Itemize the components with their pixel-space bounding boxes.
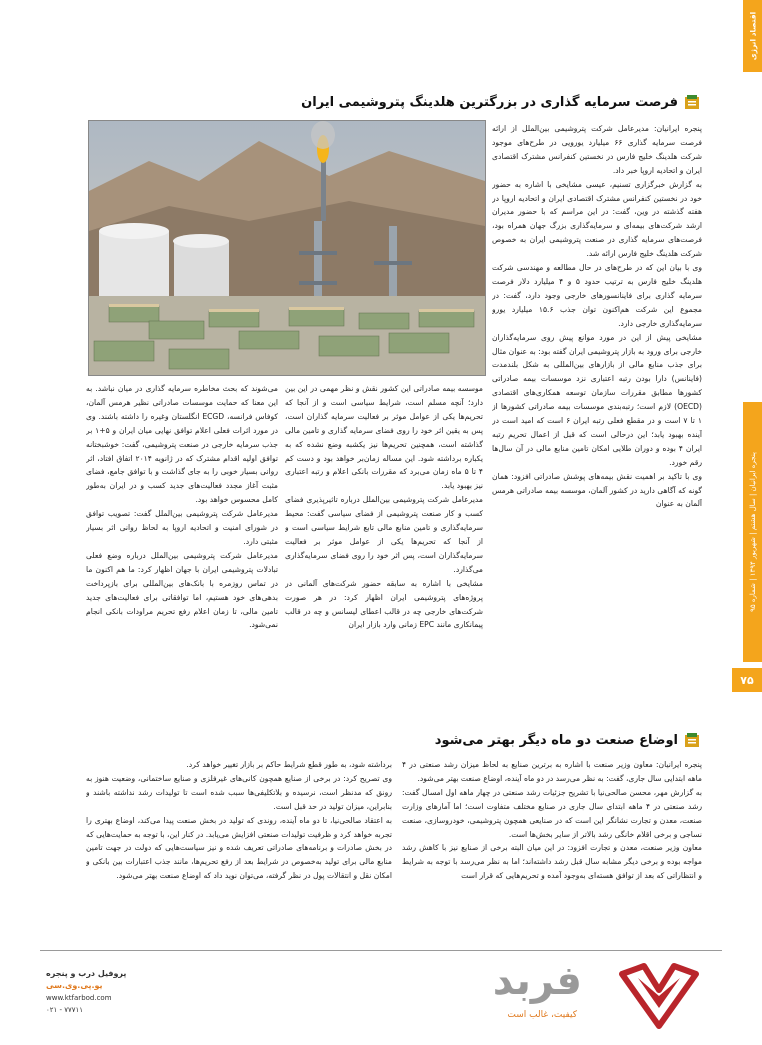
article2-paragraph: پنجره ایرانیان: معاون وزیر صنعت با اشاره به برترین صنایع به لحاظ میزان رشد صنعتی در ۴ ماهه ابتدایی سال جاری، گفت: به نظر می‌رسد در دو ماه آینده، اوضاع صنعت بهتر می‌شود. (402, 760, 702, 783)
newspaper-badge-icon (684, 94, 700, 110)
article1-paragraph: وی با بیان این که در طرح‌های در حال مطالعه و مهندسی شرکت هلدینگ خلیج فارس به ترتیب حدود ۵ و ۴ میلیارد دلار فرصت سرمایه گذاری برای فاینانسورهای خارجی وجود دارد، گفت: در مجموع این شرکت هم‌اکنون توان جذب ۱۵.۶ میلیارد یورو سرمایه‌گذاری خارجی دارد. (492, 263, 702, 328)
article1-title: فرصت سرمایه گذاری در بزرگترین هلدینگ پتروشیمی ایران (301, 94, 678, 110)
page-number (732, 668, 762, 692)
article1-paragraph: مشایخی با اشاره به سابقه حضور شرکت‌های آلمانی در پروژه‌های پتروشیمی ایران اظهار کرد: در هر صورت شرکت‌های خارجی چه در قالب اعطای لیسانس و چه در قالب پیمانکاری مانند EPC زمانی وارد بازار ایران (285, 578, 483, 630)
article1-column-middle (285, 382, 483, 718)
article1-paragraph: مدیرعامل شرکت پتروشیمی بین‌الملل درباره وضع فعلی تبادلات پتروشیمی ایران با جهان اظهار کرد: ما هم اکنون ما در تماس روزمره با بانک‌های بین‌المللی برای بازپرداخت بدهی‌های خود هستیم، اما توافقاتی برای فعالیت‌های جدید تامین مالی، تا زمان اعلام رفع تحریم مراودات بانکی انجام نمی‌شود. (86, 550, 278, 630)
article1-column-left (86, 382, 278, 718)
article1-column-right (492, 122, 702, 718)
article2-paragraph: به اعتقاد صالحی‌نیا، تا دو ماه آینده، روندی که تولید در بخش صنعت پیدا می‌کند، اوضاع بهتری را تجربه خواهد کرد و ظرفیت تولیدات صنعتی افزایش می‌یابد. در کنار این، با توجه به حمایت‌هایی که در بخش صادرات و برنامه‌های صادراتی تعریف شده و نیز سیاست‌هایی که دولت در جهت تامین منابع مالی برای تولید به‌خصوص در شرایط بعد از رفع تحریم‌ها، مانند جذب اعتبارات بین بانکی و امکان نقل و انتقالات پول در نظر گرفته، می‌توان نوید داد که اوضاع صنعت بهتر می‌شود. (86, 815, 392, 881)
contact-block (46, 968, 166, 1016)
article1-headline (290, 94, 700, 110)
article2-title: اوضاع صنعت دو ماه دیگر بهتر می‌شود (434, 732, 678, 748)
article1-paragraph: مدیرعامل شرکت پتروشیمی بین‌الملل درباره تاثیرپذیری فضای کسب و کار صنعت پتروشیمی از فضای سیاسی گفت: محیط سرمایه‌گذاری و تامین منابع مالی تابع شرایط سیاسی است و از آنجا که تحریم‌ها یکی از عوامل موثر بر فعالیت سرمایه‌گذاران است، پس اثر خود را روی فضای سرمایه‌گذاری می‌گذارد. (285, 495, 483, 574)
brand-emblem-icon (614, 960, 704, 1030)
article2-paragraph: وی تصریح کرد: در برخی از صنایع همچون کانی‌های غیرفلزی و صنایع ساختمانی، وضعیت هنوز به رونق که مدنظر است، نرسیده و بلاتکلیفی‌ها سبب شده است تا تولیدات رشد نداشته باشند و بنابراین، میزان تولید در حد قبل است. (86, 773, 392, 811)
folio-strip (743, 402, 762, 662)
product-line-1: پروفیل درب و پنجره (46, 969, 127, 978)
folio-text: پنجره ایرانیان | سال هشتم | شهریور ۱۳۹۴ | شماره ۹۵ (748, 452, 757, 612)
article1-paragraph: مدیرعامل شرکت پتروشیمی بین‌الملل گفت: تصویب توافق در شورای امنیت و اتحادیه اروپا به لحاظ روانی اثر بسیار مثبتی دارد. (86, 509, 278, 546)
newspaper-badge-icon (684, 732, 700, 748)
article1-paragraph: موسسه بیمه صادراتی این کشور نقش و نظر مهمی در این بین دارد؛ آنچه مسلم است، شرایط سیاسی است و از آنجا که تحریم‌ها یکی از عوامل موثر بر فعالیت سرمایه گذاران است، پس به یقین اثر خود را روی فضای سرمایه گذاری و تامین مالی گذاشته است، همچنین تحریم‌ها نیز یکشبه وضع نشده که به یکباره برداشته شود. این مساله زمان‌بر خواهد بود و دست کم ۴ تا ۵ ماه زمان می‌برد که مقررات بانکی اعلام و رتبه اعتباری نیز بهبود یابد. (285, 384, 483, 491)
brand-slogan: کیفیت، غالب است (507, 1010, 577, 1020)
article1-paragraph: مشایخی پیش از این در مورد موانع پیش روی سرمایه‌گذاران خارجی برای ورود به بازار پتروشیمی ایران گفته بود: به عنوان مثال برای جذب منابع مالی از بازارهای بین‌المللی به شکل بلندمدت (فاینانس) دارا بودن رتبه اعتباری نزد موسسات بیمه صادراتی کشورها مطابق مقررات سازمان توسعه همکاری‌های اقتصادی (OECD) لازم است؛ رتبه‌بندی موسسات بیمه صادراتی کشورها از ۱ تا ۷ است و در مقطع فعلی رتبه ایران ۶ است که امید است در آینده بهبود یابد؛ این درحالی است که قبل از اعمال تحریم رتبه ایران ۴ بوده و دوران طلایی امکان تامین منابع مالی در آن سال‌ها رقم خورد. (492, 332, 702, 467)
petrochemical-photo (88, 120, 486, 376)
article1-paragraph: پنجره ایرانیان: مدیرعامل شرکت پتروشیمی بین‌الملل از ارائه فرصت سرمایه گذاری ۶۶ میلیارد یورویی در طرح‌های موجود شرکت هلدینگ خلیج فارس در نخستین کنفرانس مشترک اقتصادی ایران و اتحادیه اروپا خبر داد. (492, 124, 702, 175)
article2-column-right (402, 758, 702, 936)
article1-paragraph: به گزارش خبرگزاری تسنیم، عیسی مشایخی با اشاره به حضور خود در نخستین کنفرانس مشترک اقتصادی ایران و اتحادیه اروپا در هفته گذشته در وین، گفت: در این مراسم که با حضور مدیران ارشد شرکت‌های بیمه‌ای و سرمایه‌گذاری بزرگ جهان همراه بود، فرصت‌های سرمایه گذاری در صنعت پتروشیمی ایران به خصوص شرکت هلدینگ خلیج فارس ارائه شد. (492, 179, 702, 259)
article1-paragraph: وی با تاکید بر اهمیت نقش بیمه‌های پوشش صادراتی افزود: همان گونه که آگاهی دارید در کشور آلمان، موسسه بیمه صادراتی هرمس آلمان به عنوان (492, 471, 702, 509)
article1-paragraph: می‌شوند که بحث مخاطره سرمایه گذاری در میان نباشد. به این معنا که حمایت موسسات صادراتی نظیر هرمس آلمان، کوفاس فرانسه، ECGD انگلستان وغیره را داشته باشند. وی در مورد اثرات فعلی اعلام توافق نهایی میان ایران و ۵+۱ بر جذب سرمایه خارجی در صنعت پتروشیمی، گفت: خوشبختانه توافق اولیه اقدام مشترک که در ژانویه ۲۰۱۴ اتفاق افتاد، اثر روانی بسیار خوبی را به جای گذاشت و با توافق جامع، فضای مثبت آغاز مجدد فعالیت‌های جدید کسب و در ایران به‌طور کامل محسوس خواهد بود. (86, 384, 278, 505)
phone-number: ۰۲۱ - ۷۷۷۱۱ (46, 1006, 84, 1014)
website-link[interactable]: www.ktfarbod.com (46, 994, 112, 1002)
article2-paragraph: به گزارش مهر، محسن صالحی‌نیا با تشریح جزئیات رشد صنعتی در چهار ماهه اول امسال گفت: رشد صنعتی در ۴ ماهه ابتدای سال جاری در صنایع مختلف متفاوت است؛ اما آمارهای وزارت صنعت، معدن و تجارت نشانگر این است که در صنایعی همچون پتروشیمی، خودروسازی، صنعت نساجی و برخی اقلام خانگی رشد بالاتر از سایر بخش‌ها است. (402, 787, 702, 839)
product-line-2: یو.پی.وی.سی (46, 981, 103, 990)
section-tab (743, 0, 762, 72)
article2-paragraph: معاون وزیر صنعت، معدن و تجارت افزود: در این میان البته برخی از صنایع نیز با کاهش رشد مواجه بوده و برخی دیگر مشابه سال قبل رشد داشته‌اند؛ اما به نظر می‌رسد با توجه به شرایط و انتظاراتی که بعد از توافق هسته‌ای به‌وجود آمده و تحریم‌هایی که قرار است (402, 843, 702, 881)
article2-paragraph: برداشته شود، به طور قطع شرایط حاکم بر بازار تغییر خواهد کرد. (186, 760, 392, 769)
brand-logo-text: فربد (492, 958, 582, 1004)
section-label: اقتصاد انرژی (748, 11, 757, 61)
article2-headline (430, 732, 700, 748)
page-number-text: ۷۵ (740, 673, 754, 687)
article2-column-left (86, 758, 392, 936)
footer-divider (40, 950, 722, 951)
